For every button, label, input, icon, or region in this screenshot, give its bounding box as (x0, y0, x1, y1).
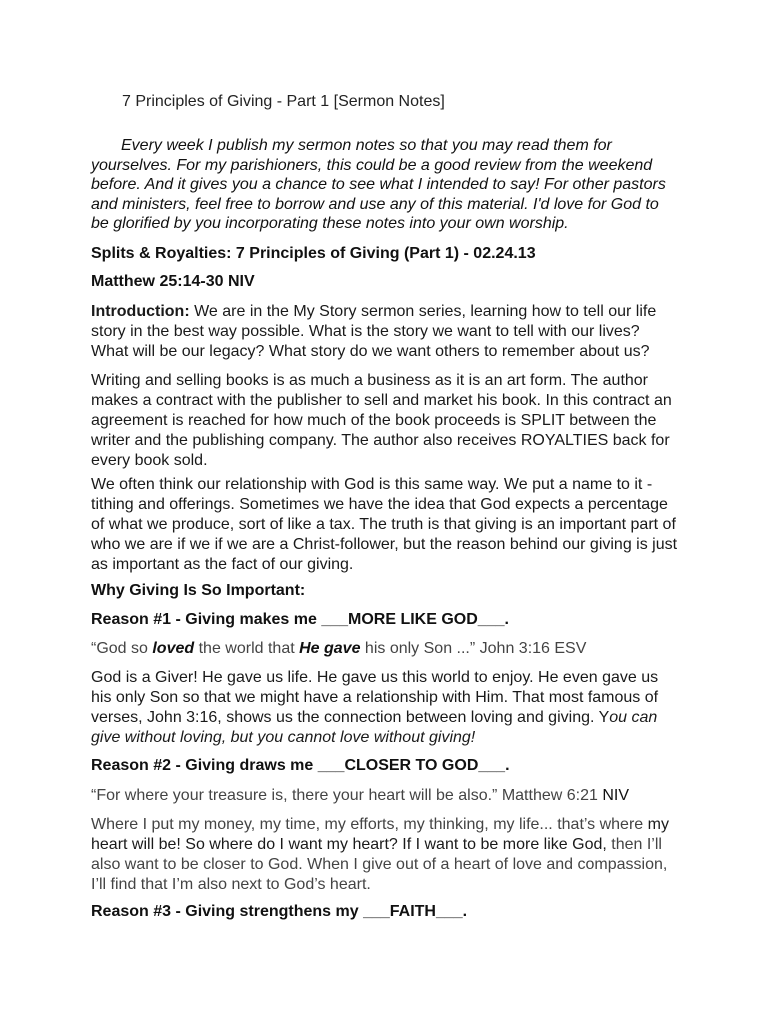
introduction-label: Introduction: (91, 303, 190, 320)
reason-3-heading: Reason #3 - Giving strengthens my ___FAITH___. (91, 903, 468, 920)
quote1-part: the world that (194, 640, 300, 657)
quote2-text: “For where your treasure is, there your heart will be also.” Matthew 6:21 (91, 787, 603, 804)
sermon-heading: Splits & Royalties: 7 Principles of Giving (Part 1) - 02.24.13 (91, 245, 536, 262)
giver-paragraph (91, 668, 681, 748)
scripture-reference: Matthew 25:14-30 NIV (91, 273, 255, 290)
tithing-paragraph: We often think our relationship with God is this same way. We put a name to it - tithing and offerings. Sometimes we have the idea that God expects a percentage of what we produce, sort of like a tax. The truth is that giving is an important part of who we are if we if we are a Christ-follower, but the reason behind our giving is just as important as the fact of our giving. (91, 476, 678, 573)
heart-text-b: my heart will be! So where do I want my heart? If I want to be more like God, (91, 816, 669, 853)
heart-text-c: then I’ll also want to be closer to God. When I give out of a heart of love and compassion, I’ll find that I’m also next to God’s heart. (91, 836, 668, 893)
quote1-part: “God so (91, 640, 153, 657)
introduction-text: We are in the My Story sermon series, learning how to tell our life story in the best way possible. What is the story we want to tell with our lives? What will be our legacy? What story do we want others to remember about us? (91, 303, 657, 360)
document-title: 7 Principles of Giving - Part 1 [Sermon Notes] (122, 93, 445, 110)
giver-italic-text: ou can give without loving, but you cannot love without giving! (91, 709, 658, 746)
intro-paragraph (91, 136, 681, 234)
quote1-part: his only Son ...” John 3:16 ESV (360, 640, 587, 657)
why-giving-heading: Why Giving Is So Important: (91, 582, 306, 599)
books-paragraph: Writing and selling books is as much a business as it is an art form. The author makes a contract with the publisher to sell and market his book. In this contract an agreement is reached for how much of the book proceeds is SPLIT between the writer and the publishing company. The author also receives ROYALTIES back for every book sold. (91, 372, 672, 469)
quote-matthew-6-21 (91, 786, 681, 806)
intro-text: Every week I publish my sermon notes so that you may read them for yourselves. For my parishioners, this could be a good review from the weekend before. And it gives you a chance to see what I intended to say! For other pastors and ministers, feel free to borrow and use any of this material. I'd love for God to be glorified by you incorporating these notes into your own worship. (91, 137, 666, 233)
quote1-loved: loved (152, 640, 195, 657)
quote-john-3-16 (91, 639, 681, 659)
heart-paragraph (91, 815, 681, 895)
quote2-version: NIV (602, 787, 629, 804)
giver-text: God is a Giver! He gave us life. He gave us this world to enjoy. He even gave us his only Son so that we might have a relationship with Him. That most famous of verses, John 3:16, shows us the connection between loving and giving. Y (91, 669, 659, 726)
reason-1-heading: Reason #1 - Giving makes me ___MORE LIKE GOD___. (91, 611, 509, 628)
reason-2-heading: Reason #2 - Giving draws me ___CLOSER TO GOD___. (91, 757, 510, 774)
quote1-he-gave: He gave (299, 640, 361, 657)
heart-text-a: Where I put my money, my time, my efforts, my thinking, my life... that’s where (91, 816, 648, 833)
introduction-paragraph (91, 302, 681, 362)
